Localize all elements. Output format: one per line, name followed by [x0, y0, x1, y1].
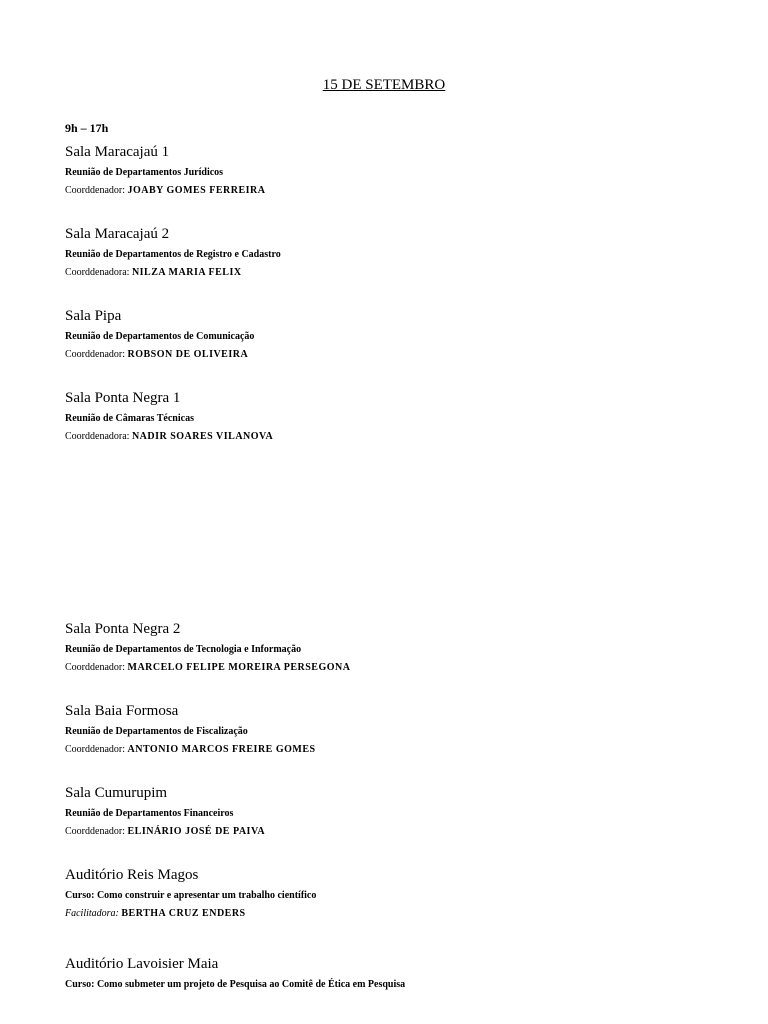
session-auditorio-reis-magos: [65, 866, 705, 920]
session-sala-maracajau-2: [65, 225, 705, 279]
session-description: Reunião de Departamentos de Fiscalização: [65, 726, 248, 737]
time-range: 9h – 17h: [65, 121, 109, 135]
coordinator-name: ANTONIO MARCOS FREIRE GOMES: [127, 744, 316, 755]
coordinator-role: Coorddenador:: [65, 349, 125, 360]
coordinator-line: [65, 267, 705, 279]
session-description: Reunião de Câmaras Técnicas: [65, 413, 194, 424]
room-name: Sala Baia Formosa: [65, 703, 179, 719]
coordinator-name: JOABY GOMES FERREIRA: [127, 185, 266, 196]
coordinator-role: Coorddenador:: [65, 744, 125, 755]
room-name: Sala Cumurupim: [65, 785, 168, 801]
session-description: Reunião de Departamentos de Comunicação: [65, 331, 255, 342]
facilitator-line: [65, 908, 705, 920]
room-name: Auditório Lavoisier Maia: [65, 956, 219, 972]
session-auditorio-lavoisier-maia: [65, 955, 705, 991]
coordinator-role: Coorddenadora:: [65, 431, 130, 442]
session-description: Reunião de Departamentos de Tecnologia e Informação: [65, 644, 302, 655]
coordinator-line: [65, 349, 705, 361]
session-description: Reunião de Departamentos Jurídicos: [65, 167, 224, 178]
room-name: Sala Maracajaú 1: [65, 144, 170, 160]
session-sala-cumurupim: [65, 784, 705, 838]
coordinator-line: [65, 826, 705, 838]
coordinator-role: Coorddenador:: [65, 662, 125, 673]
room-name: Sala Ponta Negra 2: [65, 621, 181, 637]
page-title: 15 DE SETEMBRO: [322, 77, 446, 93]
facilitator-role: Facilitadora:: [65, 908, 119, 919]
coordinator-name: NADIR SOARES VILANOVA: [131, 431, 274, 442]
coordinator-name: ROBSON DE OLIVEIRA: [127, 349, 249, 360]
coordinator-role: Coorddenador:: [65, 185, 125, 196]
room-name: Sala Ponta Negra 1: [65, 390, 181, 406]
coordinator-line: [65, 431, 705, 443]
coordinator-name: ELINÁRIO JOSÉ DE PAIVA: [127, 826, 266, 837]
session-sala-pipa: [65, 307, 705, 361]
coordinator-role: Coorddenadora:: [65, 267, 130, 278]
session-sala-ponta-negra-1: [65, 389, 705, 443]
session-description: Curso: Como submeter um projeto de Pesquisa ao Comitê de Ética em Pesquisa: [65, 979, 406, 990]
coordinator-name: MARCELO FELIPE MOREIRA PERSEGONA: [127, 662, 351, 673]
facilitator-name: BERTHA CRUZ ENDERS: [121, 908, 246, 919]
session-sala-baia-formosa: [65, 702, 705, 756]
room-name: Sala Pipa: [65, 308, 122, 324]
session-sala-maracajau-1: [65, 143, 705, 197]
coordinator-line: [65, 744, 705, 756]
session-description: Curso: Como construir e apresentar um trabalho científico: [65, 890, 317, 901]
room-name: Auditório Reis Magos: [65, 867, 199, 883]
room-name: Sala Maracajaú 2: [65, 226, 170, 242]
coordinator-line: [65, 662, 705, 674]
coordinator-role: Coorddenador:: [65, 826, 125, 837]
session-description: Reunião de Departamentos Financeiros: [65, 808, 234, 819]
coordinator-name: NILZA MARIA FELIX: [131, 267, 242, 278]
session-sala-ponta-negra-2: [65, 620, 705, 674]
coordinator-line: [65, 185, 705, 197]
session-description: Reunião de Departamentos de Registro e Cadastro: [65, 249, 281, 260]
